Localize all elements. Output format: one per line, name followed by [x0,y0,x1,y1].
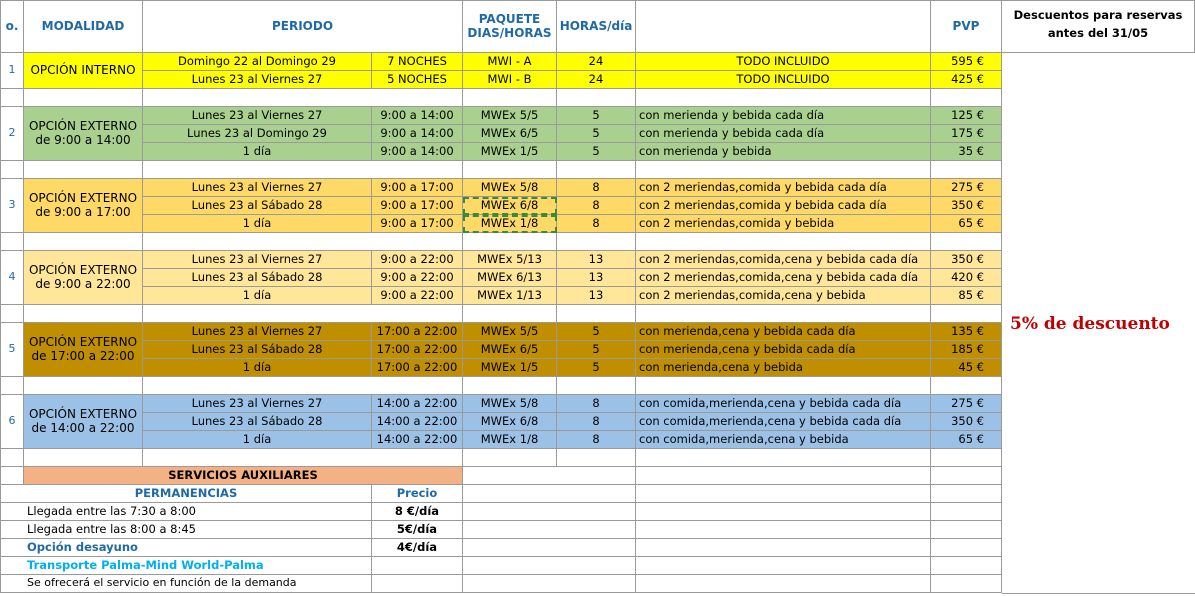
blank-cell [636,449,931,467]
blank-cell [0,305,24,323]
row-horario[interactable]: 9:00 a 14:00 [372,125,463,143]
row-paquete[interactable]: MWEx 6/5 [463,341,557,359]
row-horario[interactable]: 14:00 a 22:00 [372,395,463,413]
row-descripcion[interactable]: con merienda y bebida cada día [636,107,931,125]
blank-cell [931,485,1002,503]
blank-cell [557,377,636,395]
row-descripcion[interactable]: con merienda,cena y bebida [636,359,931,377]
modalidad-line1: OPCIÓN EXTERNO [28,406,138,421]
blank-cell [636,539,931,557]
row-paquete[interactable]: MWI - A [463,53,557,71]
row-pvp[interactable]: 185 € [931,341,1002,359]
row-pvp[interactable]: 275 € [931,179,1002,197]
blank-cell [557,305,636,323]
row-descripcion[interactable]: con 2 meriendas,comida,cena y bebida cada día [636,251,931,269]
blank-cell [0,89,24,107]
blank-cell [557,449,636,467]
header-paquete-line1: PAQUETE [478,11,541,26]
row-periodo[interactable]: Lunes 23 al Sábado 28 [143,413,372,431]
row-periodo[interactable]: Domingo 22 al Domingo 29 [143,53,372,71]
row-periodo[interactable]: Lunes 23 al Viernes 27 [143,107,372,125]
blank-cell [931,521,1002,539]
row-descripcion[interactable]: TODO INCLUIDO [636,53,931,71]
blank-cell [143,377,463,395]
row-horas[interactable]: 8 [557,197,636,215]
row-paquete[interactable]: MWEx 5/5 [463,323,557,341]
blank-cell [372,575,463,593]
row-periodo[interactable]: 1 día [143,287,372,305]
blank-cell [463,89,557,107]
row-periodo[interactable]: Lunes 23 al Viernes 27 [143,71,372,89]
blank-cell [463,485,636,503]
row-periodo[interactable]: 1 día [143,359,372,377]
blank-cell [463,575,636,593]
aux-precio-header[interactable]: Precio [372,485,463,503]
modalidad-line2: de 9:00 a 22:00 [35,276,131,291]
row-periodo[interactable]: Lunes 23 al Domingo 29 [143,125,372,143]
modalidad-line2: de 17:00 a 22:00 [31,348,135,363]
blank-cell [636,377,931,395]
row-paquete[interactable]: MWEx 5/5 [463,107,557,125]
blank-cell [0,467,24,485]
blank-cell [0,449,24,467]
blank-cell [931,449,1002,467]
blank-cell [931,467,1002,485]
blank-cell [463,557,636,575]
blank-cell [24,305,143,323]
row-horario[interactable]: 14:00 a 22:00 [372,413,463,431]
blank-cell [636,89,931,107]
header-periodo[interactable]: PERIODO [143,0,463,53]
row-horas[interactable]: 5 [557,341,636,359]
aux-title[interactable]: SERVICIOS AUXILIARES [24,467,463,485]
blank-cell [463,539,636,557]
blank-cell [0,233,24,251]
blank-cell [557,161,636,179]
aux-item-label[interactable]: Llegada entre las 7:30 a 8:00 [0,503,372,521]
blank-cell [463,233,557,251]
header-modalidad[interactable]: MODALIDAD [24,0,143,53]
row-horas[interactable]: 13 [557,287,636,305]
row-pvp[interactable]: 420 € [931,269,1002,287]
modalidad-line2: de 9:00 a 17:00 [35,204,131,219]
blank-cell [636,575,931,593]
aux-nota: Se ofrecerá el servicio en función de la demanda [0,575,372,593]
modalidad-line1: OPCIÓN INTERNO [30,62,136,77]
row-descripcion[interactable]: con 2 meriendas,comida,cena y bebida cada día [636,269,931,287]
row-descripcion[interactable]: con 2 meriendas,comida y bebida [636,215,931,233]
row-horario[interactable]: 5 NOCHES [372,71,463,89]
row-paquete[interactable]: MWEx 6/13 [463,269,557,287]
row-descripcion[interactable]: con comida,merienda,cena y bebida [636,431,931,449]
group-number: 1 [0,53,24,89]
blank-cell [24,449,143,467]
row-descripcion[interactable]: TODO INCLUIDO [636,71,931,89]
row-horario[interactable]: 7 NOCHES [372,53,463,71]
blank-cell [143,161,463,179]
group-number: 6 [0,395,24,449]
aux-item-label[interactable]: Opción desayuno [0,539,372,557]
row-horas[interactable]: 8 [557,215,636,233]
blank-cell [143,305,463,323]
blank-cell [463,467,636,485]
header-descuentos-line2: antes del 31/05 [1047,26,1149,40]
group-modalidad[interactable] [24,323,143,377]
row-paquete[interactable]: MWI - B [463,71,557,89]
row-paquete[interactable]: MWEx 6/8 [463,197,557,215]
row-horario[interactable]: 9:00 a 22:00 [372,269,463,287]
discount-label: 5% de descuento [1010,314,1170,334]
row-pvp[interactable]: 350 € [931,197,1002,215]
header-descripcion[interactable] [636,0,931,53]
group-modalidad[interactable] [24,251,143,305]
blank-cell [636,233,931,251]
blank-cell [463,377,557,395]
blank-cell [931,575,1002,593]
blank-cell [463,305,557,323]
blank-cell [143,233,463,251]
blank-cell [463,521,636,539]
blank-cell [557,233,636,251]
header-horas[interactable]: HORAS/día [557,0,636,53]
header-no[interactable]: o. [0,0,24,53]
modalidad-line1: OPCIÓN EXTERNO [28,118,138,133]
row-horario[interactable]: 17:00 a 22:00 [372,323,463,341]
blank-cell [372,557,463,575]
row-descripcion[interactable]: con comida,merienda,cena y bebida cada día [636,395,931,413]
aux-item-price[interactable]: 4€/día [372,539,463,557]
blank-cell [636,557,931,575]
header-descuentos-line1: Descuentos para reservas [1013,8,1183,22]
row-paquete[interactable]: MWEx 1/8 [463,215,557,233]
row-horas[interactable]: 5 [557,323,636,341]
row-paquete[interactable]: MWEx 1/13 [463,287,557,305]
blank-cell [636,485,931,503]
header-pvp[interactable]: PVP [931,0,1002,53]
blank-cell [931,89,1002,107]
row-pvp[interactable]: 350 € [931,251,1002,269]
blank-cell [931,503,1002,521]
blank-cell [0,377,24,395]
row-horario[interactable]: 9:00 a 14:00 [372,143,463,161]
modalidad-line1: OPCIÓN EXTERNO [28,334,138,349]
header-paquete-line2: DIAS/HORAS [467,25,552,40]
row-pvp[interactable]: 135 € [931,323,1002,341]
modalidad-line2: de 14:00 a 22:00 [31,420,135,435]
row-horas[interactable]: 8 [557,431,636,449]
aux-item-label[interactable]: Llegada entre las 8:00 a 8:45 [0,521,372,539]
row-periodo[interactable]: 1 día [143,143,372,161]
row-paquete[interactable]: MWEx 5/13 [463,251,557,269]
blank-cell [24,233,143,251]
blank-cell [636,503,931,521]
row-descripcion[interactable]: con merienda,cena y bebida cada día [636,341,931,359]
row-horas[interactable]: 5 [557,107,636,125]
aux-item-price[interactable]: 8 €/día [372,503,463,521]
row-descripcion[interactable]: con merienda y bebida [636,143,931,161]
row-periodo[interactable]: 1 día [143,431,372,449]
row-pvp[interactable]: 125 € [931,107,1002,125]
row-pvp[interactable]: 45 € [931,359,1002,377]
modalidad-line2: de 9:00 a 14:00 [35,132,131,147]
row-periodo[interactable]: Lunes 23 al Viernes 27 [143,251,372,269]
blank-cell [24,377,143,395]
blank-cell [931,233,1002,251]
row-pvp[interactable]: 595 € [931,53,1002,71]
aux-item-price[interactable]: 5€/día [372,521,463,539]
blank-cell [636,467,931,485]
row-pvp[interactable]: 85 € [931,287,1002,305]
blank-cell [24,161,143,179]
row-paquete[interactable]: MWEx 5/8 [463,179,557,197]
row-paquete[interactable]: MWEx 1/8 [463,431,557,449]
row-paquete[interactable]: MWEx 1/5 [463,359,557,377]
row-paquete[interactable]: MWEx 6/8 [463,413,557,431]
row-horario[interactable]: 9:00 a 17:00 [372,197,463,215]
aux-transporte[interactable]: Transporte Palma-Mind World-Palma [0,557,372,575]
blank-cell [931,557,1002,575]
row-pvp[interactable]: 350 € [931,413,1002,431]
row-horario[interactable]: 17:00 a 22:00 [372,359,463,377]
row-pvp[interactable]: 425 € [931,71,1002,89]
row-horas[interactable]: 5 [557,143,636,161]
row-horario[interactable]: 9:00 a 14:00 [372,107,463,125]
row-paquete[interactable]: MWEx 5/8 [463,395,557,413]
group-number: 5 [0,323,24,377]
blank-cell [463,449,557,467]
group-number: 2 [0,107,24,161]
blank-cell [636,305,931,323]
row-horas[interactable]: 13 [557,269,636,287]
row-descripcion[interactable]: con merienda y bebida cada día [636,125,931,143]
row-pvp[interactable]: 175 € [931,125,1002,143]
row-pvp[interactable]: 275 € [931,395,1002,413]
modalidad-line1: OPCIÓN EXTERNO [28,190,138,205]
row-descripcion[interactable]: con 2 meriendas,comida y bebida cada día [636,179,931,197]
blank-cell [636,161,931,179]
row-periodo[interactable]: Lunes 23 al Sábado 28 [143,341,372,359]
blank-cell [24,89,143,107]
row-paquete[interactable]: MWEx 6/5 [463,125,557,143]
row-horas[interactable]: 24 [557,71,636,89]
row-descripcion[interactable]: con merienda,cena y bebida cada día [636,323,931,341]
row-pvp[interactable]: 65 € [931,431,1002,449]
modalidad-line1: OPCIÓN EXTERNO [28,262,138,277]
row-descripcion[interactable]: con comida,merienda,cena y bebida cada día [636,413,931,431]
blank-cell [463,161,557,179]
row-horario[interactable]: 17:00 a 22:00 [372,341,463,359]
blank-cell [636,521,931,539]
row-periodo[interactable]: Lunes 23 al Viernes 27 [143,395,372,413]
blank-cell [143,89,463,107]
blank-cell [463,503,636,521]
row-horario[interactable]: 9:00 a 22:00 [372,251,463,269]
row-horario[interactable]: 9:00 a 22:00 [372,287,463,305]
row-horas[interactable]: 8 [557,179,636,197]
header-paquete[interactable] [463,0,557,53]
group-modalidad[interactable] [24,53,143,89]
row-horas[interactable]: 5 [557,125,636,143]
blank-cell [143,449,463,467]
blank-cell [931,539,1002,557]
group-number: 3 [0,179,24,233]
row-paquete[interactable]: MWEx 1/5 [463,143,557,161]
row-periodo[interactable]: Lunes 23 al Sábado 28 [143,197,372,215]
row-periodo[interactable]: Lunes 23 al Sábado 28 [143,269,372,287]
row-periodo[interactable]: Lunes 23 al Viernes 27 [143,323,372,341]
row-descripcion[interactable]: con 2 meriendas,comida y bebida cada día [636,197,931,215]
header-descuentos [1005,6,1191,42]
group-modalidad[interactable] [24,179,143,233]
blank-cell [557,89,636,107]
group-modalidad[interactable] [24,107,143,161]
blank-cell [931,377,1002,395]
group-number: 4 [0,251,24,305]
blank-cell [931,305,1002,323]
blank-cell [0,161,24,179]
blank-cell [931,161,1002,179]
row-horario[interactable]: 9:00 a 17:00 [372,215,463,233]
row-periodo[interactable]: Lunes 23 al Viernes 27 [143,179,372,197]
row-descripcion[interactable]: con 2 meriendas,comida,cena y bebida [636,287,931,305]
row-pvp[interactable]: 65 € [931,215,1002,233]
row-horario[interactable]: 9:00 a 17:00 [372,179,463,197]
row-pvp[interactable]: 35 € [931,143,1002,161]
row-horario[interactable]: 14:00 a 22:00 [372,431,463,449]
row-horas[interactable]: 13 [557,251,636,269]
row-horas[interactable]: 8 [557,395,636,413]
row-horas[interactable]: 5 [557,359,636,377]
group-modalidad[interactable] [24,395,143,449]
row-periodo[interactable]: 1 día [143,215,372,233]
row-horas[interactable]: 24 [557,53,636,71]
row-horas[interactable]: 8 [557,413,636,431]
aux-permanencias[interactable]: PERMANENCIAS [0,485,372,503]
